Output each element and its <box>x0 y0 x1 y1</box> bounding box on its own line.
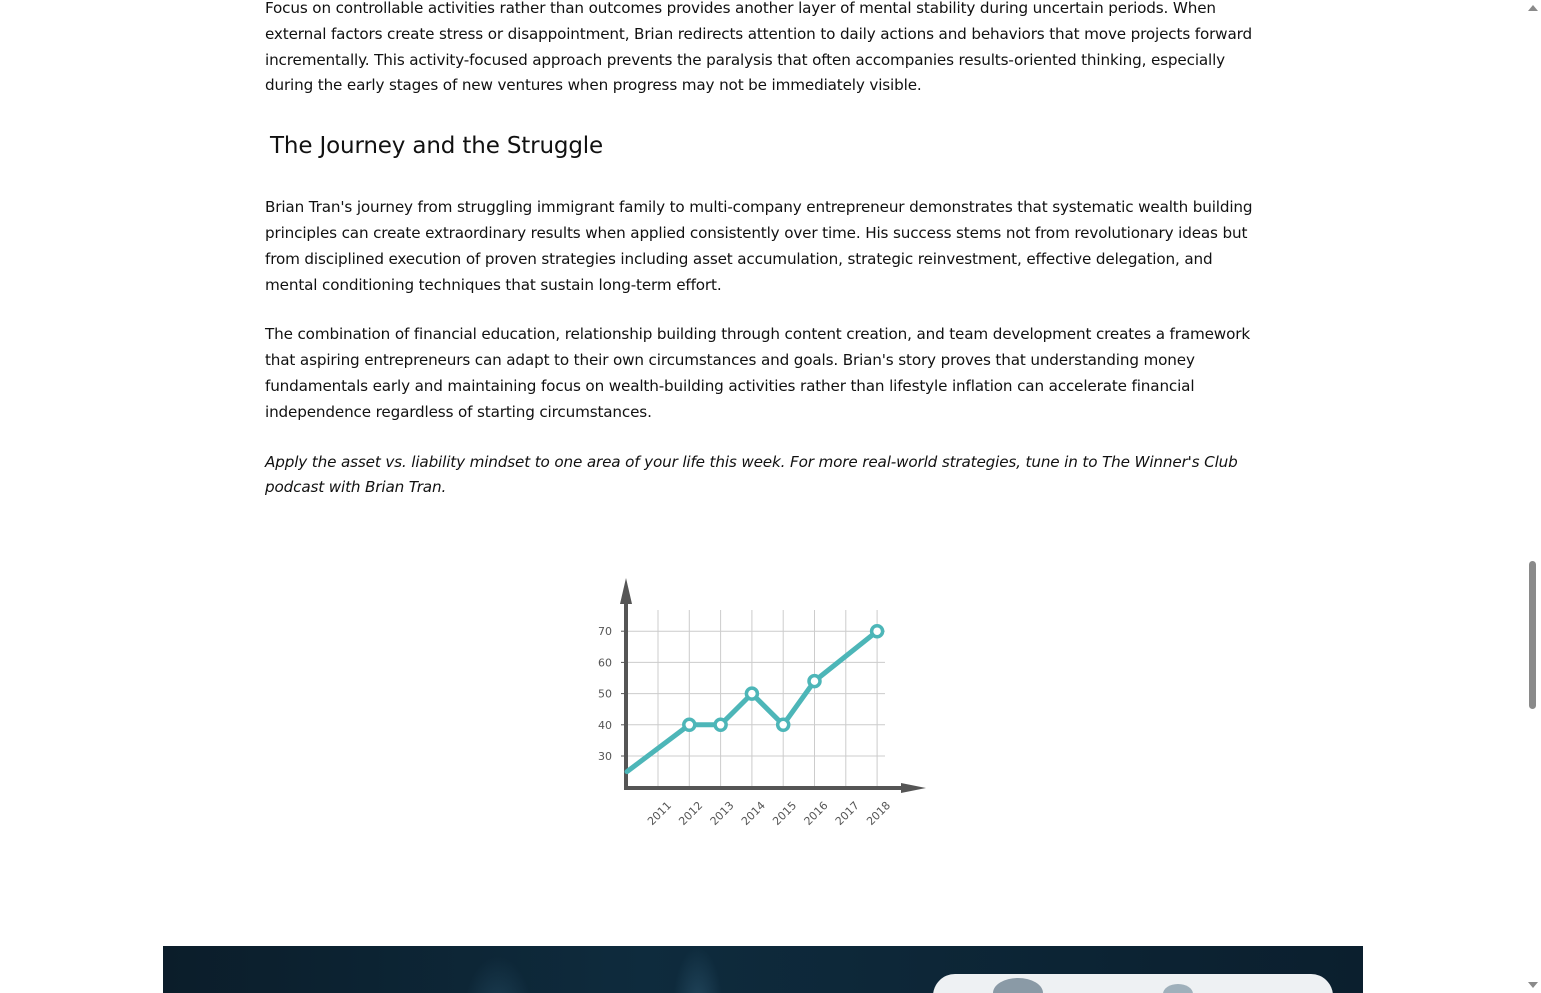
x-tick-label: 2016 <box>801 799 831 829</box>
y-tick-label: 60 <box>598 656 612 670</box>
y-tick-label: 50 <box>598 687 612 701</box>
banner-photo-shape <box>993 978 1043 993</box>
banner-decoration <box>463 956 533 993</box>
x-axis-arrow-icon <box>901 783 926 793</box>
data-point-marker <box>684 719 695 730</box>
data-point-marker <box>809 676 820 687</box>
data-point-marker <box>746 688 757 699</box>
article-body <box>265 0 1265 501</box>
data-point-marker <box>778 719 789 730</box>
y-tick-label: 30 <box>598 750 612 763</box>
article-paragraph-controllable-activities: Focus on controllable activities rather than outcomes provides another layer of mental stability during uncertain periods. When external factors create stress or disappointment, Brian redirects attention to daily actions and behaviors that move projects forward incrementally. This activity-focused approach prevents the paralysis that often accompanies results-oriented thinking, especially during the early stages of new ventures when progress may not be immediately visible. <box>265 0 1252 95</box>
banner-image-card <box>933 974 1333 993</box>
vertical-scrollbar[interactable] <box>1524 0 1541 993</box>
y-tick-label: 40 <box>598 718 612 732</box>
data-point-marker <box>715 719 726 730</box>
data-point-marker <box>872 626 883 637</box>
x-tick-label: 2014 <box>738 799 768 829</box>
x-tick-label: 2018 <box>864 799 894 829</box>
article-call-to-action: Apply the asset vs. liability mindset to one area of your life this week. For more real-world strategies, tune in to The Winner's Club podcast with Brian Tran. <box>265 452 1238 497</box>
y-axis-arrow-icon <box>620 578 632 604</box>
article-paragraph-journey: Brian Tran's journey from struggling immigrant family to multi-company entrepreneur demonstrates that systematic wealth building principles can create extraordinary results when applied consistently over time. His success stems not from revolutionary ideas but from disciplined execution of proven strategies including asset accumulation, strategic reinvestment, effective delegation, and mental conditioning techniques that sustain long-term effort. <box>265 198 1253 294</box>
banner-photo-shape <box>1163 984 1193 993</box>
x-tick-label: 2012 <box>676 799 706 829</box>
article-paragraph-framework: The combination of financial education, relationship building through content creation, and team development creates a framework that aspiring entrepreneurs can adapt to their own circumstances and goals. Brian's story proves that understanding money fundamentals early and maintaining focus on wealth-building activities rather than lifestyle inflation can accelerate financial independence regardless of starting circumstances. <box>265 325 1250 421</box>
scroll-up-arrow-icon[interactable] <box>1528 5 1538 11</box>
section-heading-journey: The Journey and the Struggle <box>270 133 604 160</box>
growth-line-chart <box>585 570 935 830</box>
y-tick-label: 70 <box>598 625 612 639</box>
x-tick-label: 2011 <box>645 799 675 829</box>
x-tick-label: 2013 <box>707 799 737 829</box>
scroll-down-arrow-icon[interactable] <box>1528 982 1538 988</box>
chart-svg <box>585 570 935 830</box>
x-tick-label: 2015 <box>770 799 800 829</box>
footer-banner <box>163 946 1363 993</box>
x-tick-label: 2017 <box>832 799 862 829</box>
banner-decoration <box>673 946 723 993</box>
scrollbar-thumb[interactable] <box>1529 561 1536 709</box>
